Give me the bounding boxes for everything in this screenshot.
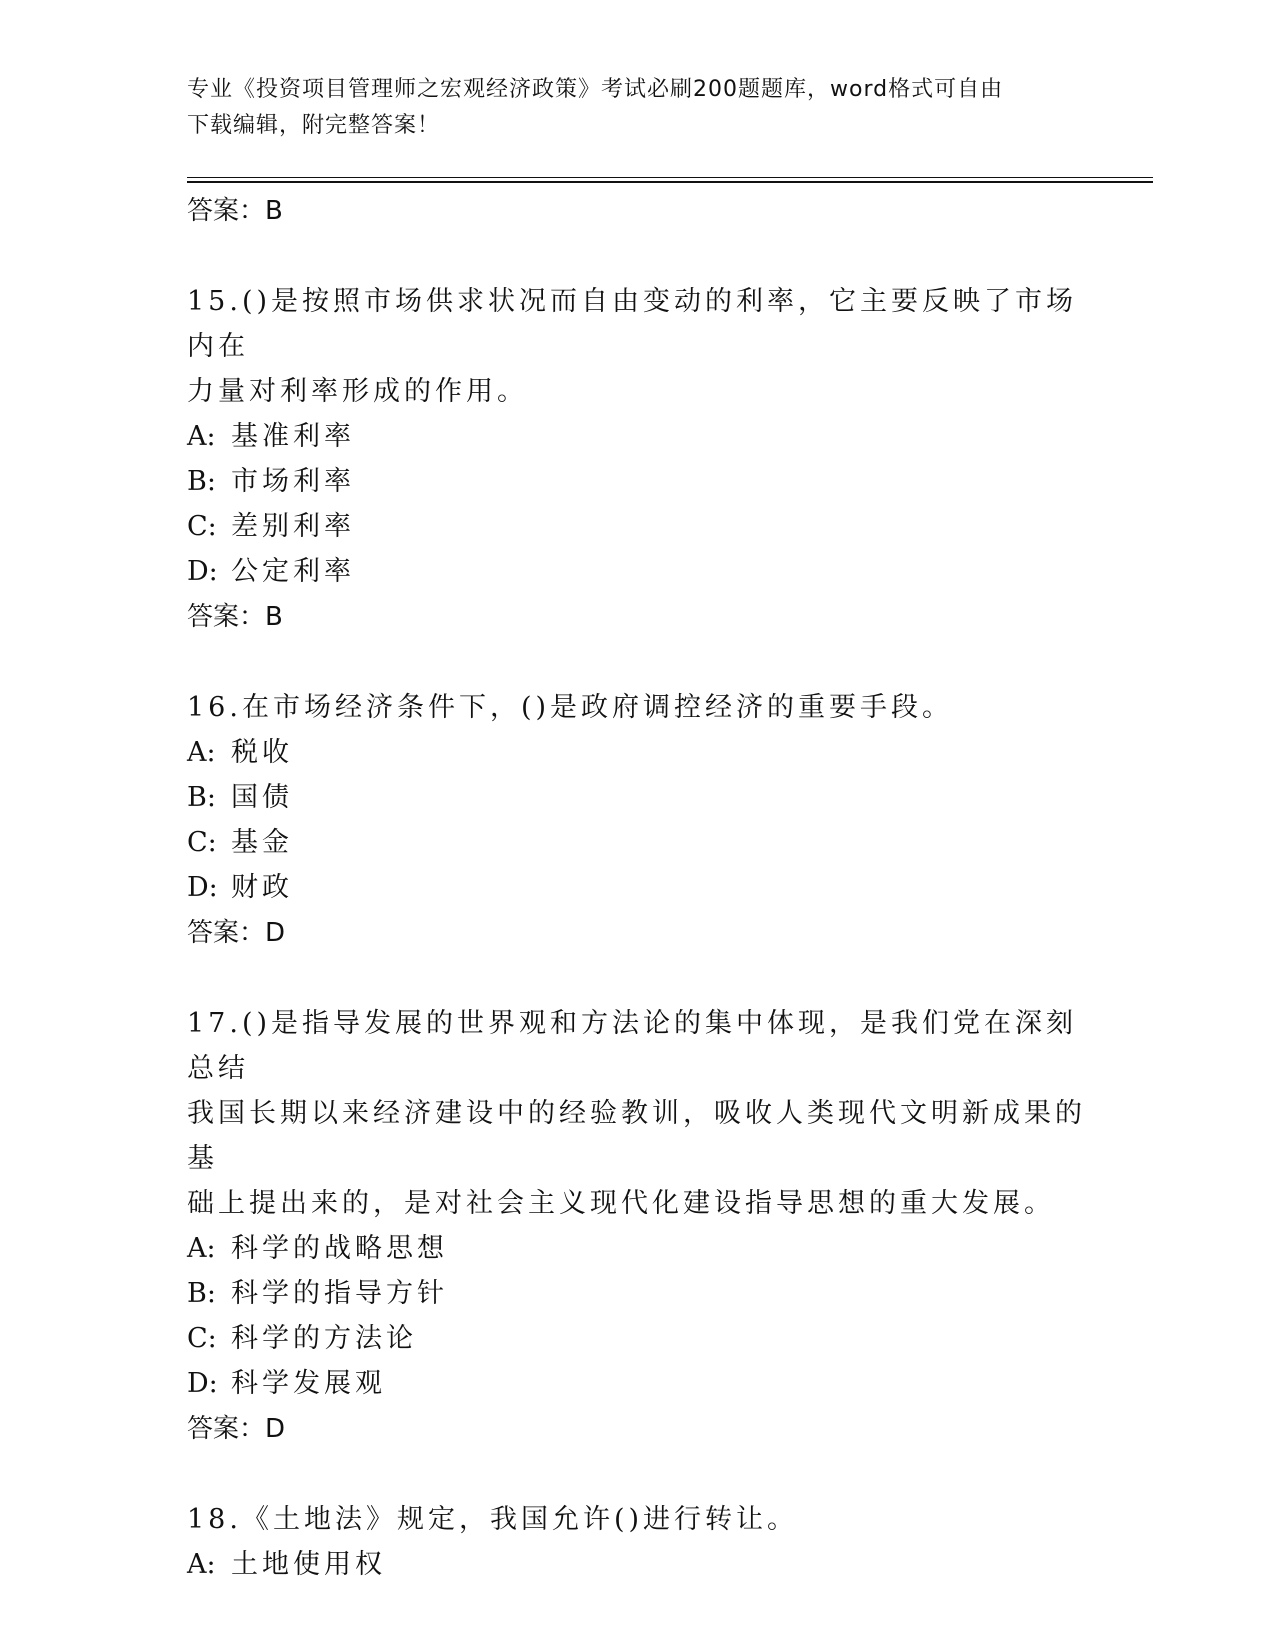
- option-text: 科学的指导方针: [231, 1278, 448, 1309]
- option-letter: A:: [187, 1549, 216, 1580]
- option-text: 财政: [231, 872, 293, 903]
- option-text: 土地使用权: [231, 1549, 386, 1580]
- question-stem-line: 16.在市场经济条件下，()是政府调控经济的重要手段。: [187, 692, 954, 723]
- question-list: [187, 188, 1087, 1587]
- option-text: 公定利率: [231, 556, 355, 587]
- option-letter: B:: [187, 466, 216, 497]
- option-text: 市场利率: [231, 466, 355, 497]
- header-divider-thin: [187, 177, 1153, 178]
- option-c: [187, 820, 1087, 865]
- option-text: 税收: [231, 737, 293, 768]
- option-letter: C:: [187, 511, 217, 542]
- header-divider-thick: [187, 181, 1153, 183]
- question-16: [187, 685, 1087, 956]
- option-letter: C:: [187, 827, 217, 858]
- option-text: 科学的战略思想: [231, 1233, 448, 1264]
- question-stem-line: 17.()是指导发展的世界观和方法论的集中体现，是我们党在深刻总结: [187, 1008, 1078, 1084]
- option-text: 科学的方法论: [231, 1323, 417, 1354]
- option-letter: A:: [187, 1233, 216, 1264]
- question-stem-line: 15.()是按照市场供求状况而自由变动的利率，它主要反映了市场内在: [187, 286, 1078, 362]
- question-stem-line: 力量对利率形成的作用。: [187, 376, 528, 407]
- answer-line: 答案：D: [187, 1414, 286, 1444]
- option-c: [187, 1316, 1087, 1361]
- option-c: [187, 504, 1087, 549]
- option-d: [187, 865, 1087, 910]
- question-stem-line: 础上提出来的，是对社会主义现代化建设指导思想的重大发展。: [187, 1188, 1055, 1219]
- option-letter: C:: [187, 1323, 217, 1354]
- question-17: [187, 1001, 1087, 1452]
- option-b: [187, 1271, 1087, 1316]
- option-a: [187, 414, 1087, 459]
- question-18: [187, 1497, 1087, 1587]
- answer-line: 答案：B: [187, 602, 283, 632]
- option-letter: D:: [187, 872, 218, 903]
- option-letter: B:: [187, 1278, 216, 1309]
- question-stem-line: 18.《土地法》规定，我国允许()进行转让。: [187, 1504, 799, 1535]
- option-a: [187, 1226, 1087, 1271]
- option-letter: B:: [187, 782, 216, 813]
- option-d: [187, 549, 1087, 594]
- answer-line: 答案：D: [187, 918, 286, 948]
- option-text: 差别利率: [231, 511, 355, 542]
- option-b: [187, 459, 1087, 504]
- option-a: [187, 1542, 1087, 1587]
- option-letter: D:: [187, 1368, 218, 1399]
- option-letter: D:: [187, 556, 218, 587]
- option-text: 基准利率: [231, 421, 355, 452]
- header-line-2: 下载编辑，附完整答案！: [187, 113, 441, 138]
- header-line-1: 专业《投资项目管理师之宏观经济政策》考试必刷200题题库，word格式可自由: [187, 77, 1004, 102]
- option-text: 基金: [231, 827, 293, 858]
- question-15: [187, 279, 1087, 640]
- option-d: [187, 1361, 1087, 1406]
- option-b: [187, 775, 1087, 820]
- question-stem-line: 我国长期以来经济建设中的经验教训，吸收人类现代文明新成果的基: [187, 1098, 1086, 1174]
- option-letter: A:: [187, 421, 216, 452]
- previous-answer: 答案：B: [187, 196, 283, 226]
- option-letter: A:: [187, 737, 216, 768]
- option-text: 国债: [231, 782, 293, 813]
- document-header: [187, 72, 1067, 144]
- option-text: 科学发展观: [231, 1368, 386, 1399]
- option-a: [187, 730, 1087, 775]
